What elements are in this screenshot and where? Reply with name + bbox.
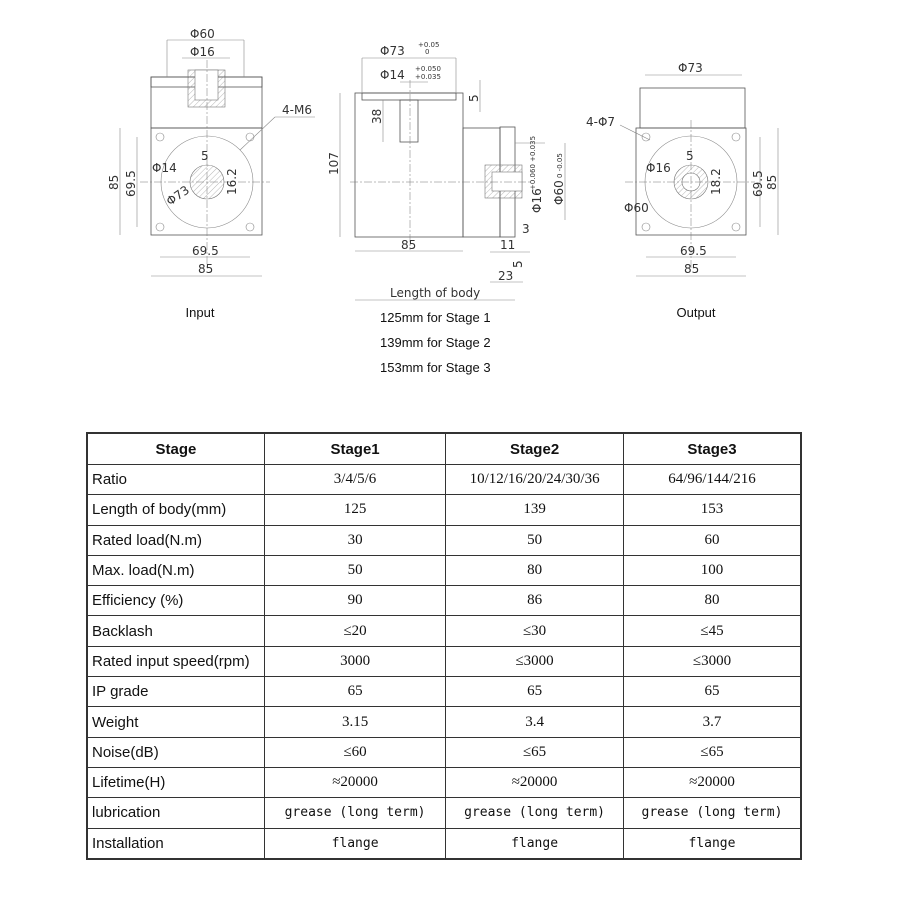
row-label: Noise(dB) — [87, 737, 264, 767]
side-d73-tol-lo: 0 — [425, 48, 430, 56]
cell-stage3: ≤45 — [623, 616, 801, 646]
side-5-label: 5 — [467, 94, 481, 102]
table-row — [87, 828, 801, 859]
cell-stage2: 139 — [446, 495, 624, 525]
output-view — [586, 61, 779, 276]
side-d14-tol-up: +0.050 — [415, 65, 441, 73]
cell-stage2: 65 — [446, 677, 624, 707]
side-85-label: 85 — [401, 238, 417, 252]
side-11-label: 11 — [500, 238, 516, 252]
table-row — [87, 465, 801, 495]
row-label: Backlash — [87, 616, 264, 646]
side-d16-tol: +0.060 +0.035 — [529, 135, 537, 190]
cell-stage1: ≤60 — [264, 737, 445, 767]
table-row — [87, 798, 801, 828]
side-38-label: 38 — [370, 108, 384, 124]
input-69-5-vertical-label: 69.5 — [124, 170, 138, 197]
input-caption: Input — [185, 305, 215, 320]
side-d60-tol: 0 -0.05 — [556, 153, 564, 178]
cell-stage3: 3.7 — [623, 707, 801, 737]
side-5b-label: 5 — [511, 260, 525, 268]
side-d73-label: Φ73 — [380, 44, 405, 58]
side-d14-tol-lo: +0.035 — [415, 73, 441, 81]
output-m7-label: 4-Φ7 — [586, 115, 616, 129]
cell-stage1: flange — [264, 828, 445, 859]
cell-stage2: flange — [446, 828, 624, 859]
cell-stage2: ≈20000 — [446, 767, 624, 797]
row-label: Rated input speed(rpm) — [87, 646, 264, 676]
header-stage3: Stage3 — [623, 433, 801, 465]
table-row — [87, 616, 801, 646]
output-d16-label: Φ16 — [646, 161, 671, 175]
side-d16-label: Φ16 — [530, 188, 544, 213]
output-5-label: 5 — [686, 149, 694, 163]
stage2-length: 139mm for Stage 2 — [380, 335, 491, 350]
row-label: Rated load(N.m) — [87, 525, 264, 555]
cell-stage3: 65 — [623, 677, 801, 707]
row-label: Installation — [87, 828, 264, 859]
side-107-label: 107 — [327, 152, 341, 175]
table-row — [87, 555, 801, 585]
cell-stage3: 60 — [623, 525, 801, 555]
spec-table — [86, 432, 802, 860]
table-row — [87, 767, 801, 797]
output-18-2-label: 18.2 — [709, 168, 723, 195]
cell-stage2: 10/12/16/20/24/30/36 — [446, 465, 624, 495]
row-label: Ratio — [87, 465, 264, 495]
output-d60-label: Φ60 — [624, 201, 649, 215]
row-label: Lifetime(H) — [87, 767, 264, 797]
table-row — [87, 586, 801, 616]
cell-stage1: 30 — [264, 525, 445, 555]
row-label: Max. load(N.m) — [87, 555, 264, 585]
length-of-body-label: Length of body — [390, 286, 481, 300]
input-view — [107, 27, 315, 276]
input-d60-label: Φ60 — [190, 27, 215, 41]
cell-stage3: ≈20000 — [623, 767, 801, 797]
cell-stage3: ≤3000 — [623, 646, 801, 676]
side-d73-tol-up: +0.05 — [418, 41, 440, 49]
side-d14-label: Φ14 — [380, 68, 405, 82]
cell-stage3: ≤65 — [623, 737, 801, 767]
stage3-length: 153mm for Stage 3 — [380, 360, 491, 375]
table-header-row — [87, 433, 801, 465]
input-69-5-horizontal-label: 69.5 — [192, 244, 219, 258]
table-row — [87, 646, 801, 676]
input-5-label: 5 — [201, 149, 209, 163]
table-row — [87, 737, 801, 767]
cell-stage3: grease (long term) — [623, 798, 801, 828]
output-caption: Output — [676, 305, 716, 320]
row-label: lubrication — [87, 798, 264, 828]
input-85-horizontal-label: 85 — [198, 262, 214, 276]
output-85-vertical-label: 85 — [765, 174, 779, 190]
cell-stage1: 50 — [264, 555, 445, 585]
cell-stage2: 86 — [446, 586, 624, 616]
cell-stage2: grease (long term) — [446, 798, 624, 828]
stage1-length: 125mm for Stage 1 — [380, 310, 491, 325]
input-d14-label: Φ14 — [152, 161, 177, 175]
side-d60-label: Φ60 — [552, 180, 566, 205]
cell-stage2: ≤3000 — [446, 646, 624, 676]
cell-stage1: 3000 — [264, 646, 445, 676]
side-3-label: 3 — [522, 222, 530, 236]
cell-stage1: 125 — [264, 495, 445, 525]
input-85-vertical-label: 85 — [107, 174, 121, 190]
cell-stage1: 65 — [264, 677, 445, 707]
row-label: IP grade — [87, 677, 264, 707]
row-label: Length of body(mm) — [87, 495, 264, 525]
input-16-2-label: 16.2 — [225, 168, 239, 195]
row-label: Weight — [87, 707, 264, 737]
side-23-label: 23 — [498, 269, 514, 283]
cell-stage2: ≤30 — [446, 616, 624, 646]
output-69-5-horizontal-label: 69.5 — [680, 244, 707, 258]
cell-stage2: 3.4 — [446, 707, 624, 737]
stage-length-list — [380, 305, 530, 380]
cell-stage1: 3/4/5/6 — [264, 465, 445, 495]
cell-stage3: flange — [623, 828, 801, 859]
cell-stage2: 80 — [446, 555, 624, 585]
input-d16-label: Φ16 — [190, 45, 215, 59]
row-label: Efficiency (%) — [87, 586, 264, 616]
cell-stage3: 80 — [623, 586, 801, 616]
cell-stage2: 50 — [446, 525, 624, 555]
cell-stage1: ≈20000 — [264, 767, 445, 797]
table-row — [87, 677, 801, 707]
cell-stage2: ≤65 — [446, 737, 624, 767]
side-view — [327, 41, 566, 300]
output-d73-label: Φ73 — [678, 61, 703, 75]
table-row — [87, 525, 801, 555]
input-m6-label: 4-M6 — [282, 103, 312, 117]
table-row — [87, 495, 801, 525]
cell-stage3: 64/96/144/216 — [623, 465, 801, 495]
cell-stage1: ≤20 — [264, 616, 445, 646]
header-stage2: Stage2 — [446, 433, 624, 465]
cell-stage1: 3.15 — [264, 707, 445, 737]
cell-stage1: grease (long term) — [264, 798, 445, 828]
output-85-horizontal-label: 85 — [684, 262, 700, 276]
cell-stage1: 90 — [264, 586, 445, 616]
cell-stage3: 153 — [623, 495, 801, 525]
header-stage1: Stage1 — [264, 433, 445, 465]
header-stage: Stage — [87, 433, 264, 465]
table-row — [87, 707, 801, 737]
cell-stage3: 100 — [623, 555, 801, 585]
input-d73-label: Φ73 — [163, 182, 192, 209]
output-69-5-vertical-label: 69.5 — [751, 170, 765, 197]
